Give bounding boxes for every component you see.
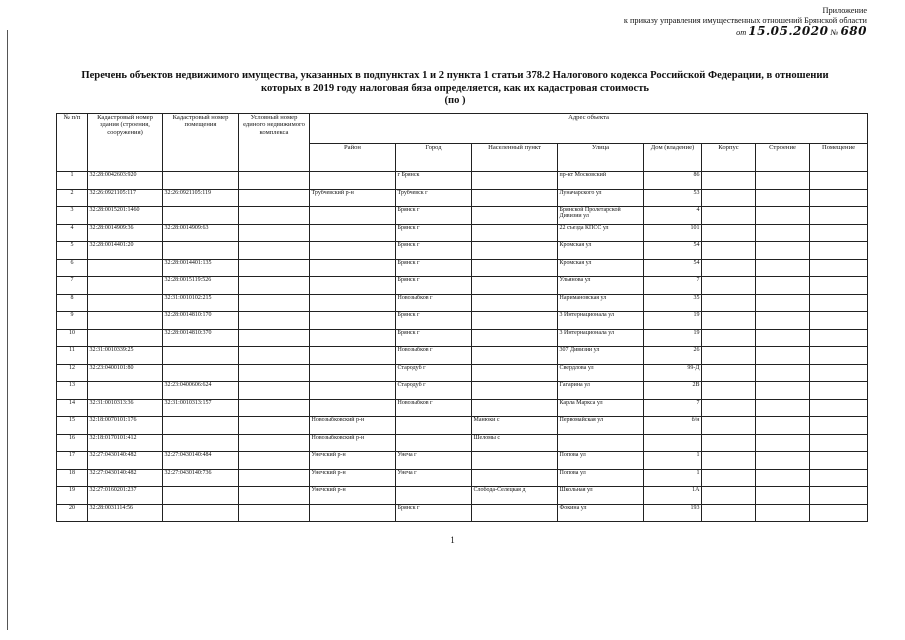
cell-city: Брянск г bbox=[396, 224, 472, 242]
cell-cad-building: 32:28:0014909:36 bbox=[88, 224, 163, 242]
cell-cond-num bbox=[239, 504, 310, 522]
cell-district bbox=[310, 259, 396, 277]
cell-district bbox=[310, 399, 396, 417]
cell-cad-building: 32:31:0010313:36 bbox=[88, 399, 163, 417]
cell-cad-building bbox=[88, 382, 163, 400]
cell-street: Попова ул bbox=[558, 469, 644, 487]
cell-stroenie bbox=[756, 312, 810, 330]
cell-cond-num bbox=[239, 434, 310, 452]
cell-street: Фокина ул bbox=[558, 504, 644, 522]
table-row bbox=[57, 382, 868, 400]
cell-street: Наримановская ул bbox=[558, 294, 644, 312]
cell-room bbox=[810, 347, 868, 365]
cell-city: Новозыбков г bbox=[396, 294, 472, 312]
property-register-table bbox=[56, 113, 868, 522]
cell-district bbox=[310, 504, 396, 522]
cell-street: 3 Интернационала ул bbox=[558, 312, 644, 330]
cell-district bbox=[310, 172, 396, 190]
cell-street: Попова ул bbox=[558, 452, 644, 470]
header-cad-building: Кадастровый номер здания (строения, сооружения) bbox=[88, 114, 163, 172]
cell-cad-building: 32:31:0010339:25 bbox=[88, 347, 163, 365]
cell-num: 20 bbox=[57, 504, 88, 522]
cell-city: Унеча г bbox=[396, 452, 472, 470]
cell-korpus bbox=[702, 242, 756, 260]
cell-stroenie bbox=[756, 329, 810, 347]
cell-room bbox=[810, 504, 868, 522]
cell-korpus bbox=[702, 277, 756, 295]
cell-room bbox=[810, 189, 868, 207]
cell-house: 86 bbox=[644, 172, 702, 190]
cell-stroenie bbox=[756, 434, 810, 452]
cell-num: 11 bbox=[57, 347, 88, 365]
cell-cond-num bbox=[239, 452, 310, 470]
cell-cad-room: 32:31:0010313:157 bbox=[163, 399, 239, 417]
cell-stroenie bbox=[756, 172, 810, 190]
cell-cad-room: 32:28:0014401:135 bbox=[163, 259, 239, 277]
cell-cond-num bbox=[239, 189, 310, 207]
cell-stroenie bbox=[756, 469, 810, 487]
cell-cad-building: 32:18:0070101:176 bbox=[88, 417, 163, 435]
cell-city: Брянск г bbox=[396, 242, 472, 260]
cell-cond-num bbox=[239, 242, 310, 260]
cell-stroenie bbox=[756, 347, 810, 365]
title-line-1: Перечень объектов недвижимого имущества, указанных в подпунктах 1 и 2 пункта 1 статьи 378.2 Налогового кодекса Российской Федерации, в отношении bbox=[81, 70, 829, 81]
cell-cad-room: 32:28:0014810:170 bbox=[163, 312, 239, 330]
cell-cad-room: 32:26:0921105:119 bbox=[163, 189, 239, 207]
cell-room bbox=[810, 294, 868, 312]
cell-cad-room bbox=[163, 207, 239, 225]
header-room: Помещение bbox=[810, 144, 868, 172]
cell-stroenie bbox=[756, 207, 810, 225]
cell-cond-num bbox=[239, 259, 310, 277]
table-row bbox=[57, 469, 868, 487]
cell-street: 307 Дивизии ул bbox=[558, 347, 644, 365]
cell-num: 15 bbox=[57, 417, 88, 435]
cell-room bbox=[810, 399, 868, 417]
cell-district: Унечский р-н bbox=[310, 469, 396, 487]
cell-street: Кромская ул bbox=[558, 242, 644, 260]
cell-cond-num bbox=[239, 347, 310, 365]
cell-district bbox=[310, 312, 396, 330]
cell-stroenie bbox=[756, 189, 810, 207]
cell-house: 7 bbox=[644, 277, 702, 295]
cell-num: 19 bbox=[57, 487, 88, 505]
cell-num: 8 bbox=[57, 294, 88, 312]
cell-cad-building: 32:18:0170101:412 bbox=[88, 434, 163, 452]
table-row bbox=[57, 189, 868, 207]
cell-korpus bbox=[702, 452, 756, 470]
cell-room bbox=[810, 207, 868, 225]
table-row bbox=[57, 329, 868, 347]
cell-district bbox=[310, 224, 396, 242]
title-line-2: которых в 2019 году налоговая бяза определяется, как их кадастровая стоимость bbox=[260, 82, 649, 94]
cell-cond-num bbox=[239, 294, 310, 312]
header-cond-num: Условный номер единого недвижимого комплекса bbox=[239, 114, 310, 172]
cell-house: 99-Д bbox=[644, 364, 702, 382]
appendix-label: Приложение bbox=[822, 6, 867, 15]
cell-cad-building bbox=[88, 312, 163, 330]
cell-room bbox=[810, 242, 868, 260]
cell-cad-room bbox=[163, 347, 239, 365]
cell-street: Свердлова ул bbox=[558, 364, 644, 382]
cell-locality bbox=[472, 399, 558, 417]
cell-house: 1А bbox=[644, 487, 702, 505]
cell-cad-building bbox=[88, 277, 163, 295]
cell-stroenie bbox=[756, 364, 810, 382]
cell-city bbox=[396, 434, 472, 452]
cell-room bbox=[810, 329, 868, 347]
cell-street: Брянской Пролетарской Дивизии ул bbox=[558, 207, 644, 225]
cell-korpus bbox=[702, 382, 756, 400]
cell-korpus bbox=[702, 224, 756, 242]
cell-cond-num bbox=[239, 172, 310, 190]
table-row bbox=[57, 399, 868, 417]
cell-district bbox=[310, 242, 396, 260]
table-row bbox=[57, 434, 868, 452]
cell-house: 54 bbox=[644, 242, 702, 260]
cell-district bbox=[310, 277, 396, 295]
cell-locality bbox=[472, 294, 558, 312]
cell-city: Брянск г bbox=[396, 259, 472, 277]
cell-cad-building: 32:28:0014401:20 bbox=[88, 242, 163, 260]
cell-num: 14 bbox=[57, 399, 88, 417]
cell-city bbox=[396, 487, 472, 505]
cell-street: Луначарского ул bbox=[558, 189, 644, 207]
cell-locality bbox=[472, 504, 558, 522]
cell-locality bbox=[472, 207, 558, 225]
cell-cond-num bbox=[239, 364, 310, 382]
cell-cond-num bbox=[239, 312, 310, 330]
cell-korpus bbox=[702, 347, 756, 365]
cell-city: Трубчевск г bbox=[396, 189, 472, 207]
table-row bbox=[57, 487, 868, 505]
cell-cad-building: 32:26:0921105:117 bbox=[88, 189, 163, 207]
cell-city: Новозыбков г bbox=[396, 347, 472, 365]
cell-cad-room: 32:28:0014909:63 bbox=[163, 224, 239, 242]
cell-num: 13 bbox=[57, 382, 88, 400]
header-stroenie: Строение bbox=[756, 144, 810, 172]
cell-num: 17 bbox=[57, 452, 88, 470]
header-num: № п/п bbox=[57, 114, 88, 172]
order-reference: к приказу управления имущественных отношений Брянской области bbox=[623, 16, 867, 26]
cell-cond-num bbox=[239, 469, 310, 487]
cell-stroenie bbox=[756, 452, 810, 470]
cell-district bbox=[310, 347, 396, 365]
cell-cad-building bbox=[88, 329, 163, 347]
cell-district: Трубчевский р-н bbox=[310, 189, 396, 207]
cell-room bbox=[810, 434, 868, 452]
cell-locality bbox=[472, 224, 558, 242]
cell-korpus bbox=[702, 294, 756, 312]
cell-korpus bbox=[702, 417, 756, 435]
cell-cond-num bbox=[239, 329, 310, 347]
cell-city: Брянск г bbox=[396, 277, 472, 295]
cell-city: Стародуб г bbox=[396, 382, 472, 400]
cell-house: 1 bbox=[644, 469, 702, 487]
document-title bbox=[30, 70, 880, 108]
cell-cad-building: 32:28:0042603:920 bbox=[88, 172, 163, 190]
cell-street: пр-кт Московский bbox=[558, 172, 644, 190]
cell-cond-num bbox=[239, 487, 310, 505]
cell-korpus bbox=[702, 434, 756, 452]
header-district: Район bbox=[310, 144, 396, 172]
cell-house: 35 bbox=[644, 294, 702, 312]
table-row bbox=[57, 312, 868, 330]
cell-locality bbox=[472, 189, 558, 207]
cell-cond-num bbox=[239, 207, 310, 225]
cell-street: 3 Интернационала ул bbox=[558, 329, 644, 347]
header-house: Дом (владение) bbox=[644, 144, 702, 172]
cell-street: Первомайская ул bbox=[558, 417, 644, 435]
cell-house: 101 bbox=[644, 224, 702, 242]
cell-korpus bbox=[702, 189, 756, 207]
cell-district: Новозыбковский р-н bbox=[310, 417, 396, 435]
cell-cond-num bbox=[239, 417, 310, 435]
cell-num: 2 bbox=[57, 189, 88, 207]
cell-stroenie bbox=[756, 399, 810, 417]
cell-korpus bbox=[702, 207, 756, 225]
cell-cad-building: 32:27:0430140:482 bbox=[88, 469, 163, 487]
cell-room bbox=[810, 469, 868, 487]
cell-city: Брянск г bbox=[396, 504, 472, 522]
cell-num: 9 bbox=[57, 312, 88, 330]
number-prefix: № bbox=[830, 28, 839, 38]
table-body bbox=[57, 172, 868, 522]
date-prefix: от bbox=[736, 28, 747, 38]
cell-city: Унеча г bbox=[396, 469, 472, 487]
cell-street: Школьная ул bbox=[558, 487, 644, 505]
cell-house: 54 bbox=[644, 259, 702, 277]
table-row bbox=[57, 242, 868, 260]
cell-num: 4 bbox=[57, 224, 88, 242]
cell-locality: Слобода-Селецкая д bbox=[472, 487, 558, 505]
cell-street: 22 съезда КПСС ул bbox=[558, 224, 644, 242]
cell-cad-building: 32:27:0430140:482 bbox=[88, 452, 163, 470]
cell-locality bbox=[472, 172, 558, 190]
table-row bbox=[57, 224, 868, 242]
cell-num: 1 bbox=[57, 172, 88, 190]
cell-cad-building bbox=[88, 294, 163, 312]
cell-city bbox=[396, 417, 472, 435]
cell-num: 10 bbox=[57, 329, 88, 347]
cell-locality bbox=[472, 382, 558, 400]
appendix-header bbox=[624, 6, 867, 39]
cell-num: 3 bbox=[57, 207, 88, 225]
header-street: Улица bbox=[558, 144, 644, 172]
cell-house: 53 bbox=[644, 189, 702, 207]
cell-locality bbox=[472, 312, 558, 330]
cell-cad-room bbox=[163, 364, 239, 382]
cell-locality bbox=[472, 277, 558, 295]
cell-district bbox=[310, 382, 396, 400]
table-row bbox=[57, 417, 868, 435]
table-row bbox=[57, 207, 868, 225]
cell-district bbox=[310, 329, 396, 347]
cell-locality: Манюки с bbox=[472, 417, 558, 435]
cell-city: г Брянск bbox=[396, 172, 472, 190]
cell-cad-room bbox=[163, 172, 239, 190]
cell-stroenie bbox=[756, 259, 810, 277]
cell-cad-room bbox=[163, 487, 239, 505]
table-row bbox=[57, 364, 868, 382]
cell-num: 6 bbox=[57, 259, 88, 277]
cell-num: 12 bbox=[57, 364, 88, 382]
header-city: Город bbox=[396, 144, 472, 172]
cell-korpus bbox=[702, 504, 756, 522]
cell-house: 193 bbox=[644, 504, 702, 522]
cell-street: Ульянова ул bbox=[558, 277, 644, 295]
cell-locality bbox=[472, 452, 558, 470]
cell-stroenie bbox=[756, 487, 810, 505]
handwritten-date: 15.05.2020 bbox=[748, 24, 829, 39]
cell-cad-room: 32:27:0430140:484 bbox=[163, 452, 239, 470]
cell-cad-room bbox=[163, 434, 239, 452]
cell-cad-building: 32:27:0160201:237 bbox=[88, 487, 163, 505]
cell-stroenie bbox=[756, 382, 810, 400]
cell-stroenie bbox=[756, 242, 810, 260]
table-row bbox=[57, 347, 868, 365]
cell-cond-num bbox=[239, 224, 310, 242]
cell-stroenie bbox=[756, 504, 810, 522]
cell-stroenie bbox=[756, 294, 810, 312]
table-row bbox=[57, 294, 868, 312]
cell-cad-room: 32:28:0015119:526 bbox=[163, 277, 239, 295]
cell-korpus bbox=[702, 364, 756, 382]
cell-korpus bbox=[702, 399, 756, 417]
cell-cond-num bbox=[239, 382, 310, 400]
cell-locality: Шеломы с bbox=[472, 434, 558, 452]
header-cad-room: Кадастровый номер помещения bbox=[163, 114, 239, 172]
cell-cad-room bbox=[163, 504, 239, 522]
cell-house: 2В bbox=[644, 382, 702, 400]
cell-room bbox=[810, 452, 868, 470]
table-row bbox=[57, 504, 868, 522]
cell-stroenie bbox=[756, 224, 810, 242]
header-address: Адрес объекта bbox=[310, 114, 868, 144]
cell-korpus bbox=[702, 259, 756, 277]
cell-house: 19 bbox=[644, 312, 702, 330]
cell-num: 18 bbox=[57, 469, 88, 487]
cell-room bbox=[810, 487, 868, 505]
cell-house bbox=[644, 434, 702, 452]
cell-house: 7 bbox=[644, 399, 702, 417]
order-date-line bbox=[624, 26, 867, 38]
cell-district bbox=[310, 364, 396, 382]
cell-cad-room bbox=[163, 417, 239, 435]
cell-street bbox=[558, 434, 644, 452]
cell-room bbox=[810, 224, 868, 242]
table-row bbox=[57, 259, 868, 277]
handwritten-number: 680 bbox=[840, 24, 867, 39]
cell-cad-room: 32:23:0400606:624 bbox=[163, 382, 239, 400]
cell-house: 26 bbox=[644, 347, 702, 365]
cell-street: Кромская ул bbox=[558, 259, 644, 277]
cell-num: 16 bbox=[57, 434, 88, 452]
table-row bbox=[57, 277, 868, 295]
cell-district: Унечский р-н bbox=[310, 452, 396, 470]
cell-room bbox=[810, 277, 868, 295]
cell-city: Брянск г bbox=[396, 207, 472, 225]
cell-cad-building bbox=[88, 259, 163, 277]
cell-locality bbox=[472, 364, 558, 382]
cell-stroenie bbox=[756, 277, 810, 295]
cell-cad-room: 32:27:0430140:736 bbox=[163, 469, 239, 487]
cell-room bbox=[810, 312, 868, 330]
cell-num: 7 bbox=[57, 277, 88, 295]
cell-street: Гагарина ул bbox=[558, 382, 644, 400]
cell-cond-num bbox=[239, 399, 310, 417]
cell-city: Стародуб г bbox=[396, 364, 472, 382]
cell-room bbox=[810, 259, 868, 277]
cell-district: Унечский р-н bbox=[310, 487, 396, 505]
table-header bbox=[57, 114, 868, 172]
cell-city: Брянск г bbox=[396, 329, 472, 347]
title-line-3: (по ) bbox=[444, 95, 466, 106]
cell-district: Новозыбковский р-н bbox=[310, 434, 396, 452]
cell-room bbox=[810, 417, 868, 435]
cell-cond-num bbox=[239, 277, 310, 295]
cell-locality bbox=[472, 347, 558, 365]
cell-house: 19 bbox=[644, 329, 702, 347]
cell-street: Карла Маркса ул bbox=[558, 399, 644, 417]
cell-city: Новозыбков г bbox=[396, 399, 472, 417]
header-korpus: Корпус bbox=[702, 144, 756, 172]
cell-room bbox=[810, 364, 868, 382]
cell-korpus bbox=[702, 172, 756, 190]
cell-district bbox=[310, 294, 396, 312]
cell-stroenie bbox=[756, 417, 810, 435]
cell-korpus bbox=[702, 329, 756, 347]
cell-locality bbox=[472, 242, 558, 260]
cell-locality bbox=[472, 469, 558, 487]
cell-cad-building: 32:28:0015201:1460 bbox=[88, 207, 163, 225]
page-number: 1 bbox=[450, 535, 455, 545]
cell-korpus bbox=[702, 312, 756, 330]
cell-house: б/н bbox=[644, 417, 702, 435]
cell-korpus bbox=[702, 487, 756, 505]
cell-room bbox=[810, 382, 868, 400]
cell-district bbox=[310, 207, 396, 225]
cell-house: 4 bbox=[644, 207, 702, 225]
cell-cad-building: 32:28:0031114:56 bbox=[88, 504, 163, 522]
cell-cad-room: 32:31:0010102:215 bbox=[163, 294, 239, 312]
cell-locality bbox=[472, 329, 558, 347]
cell-room bbox=[810, 172, 868, 190]
cell-cad-room: 32:28:0014810:370 bbox=[163, 329, 239, 347]
cell-house: 1 bbox=[644, 452, 702, 470]
cell-locality bbox=[472, 259, 558, 277]
cell-city: Брянск г bbox=[396, 312, 472, 330]
table-row bbox=[57, 452, 868, 470]
cell-korpus bbox=[702, 469, 756, 487]
cell-cad-room bbox=[163, 242, 239, 260]
header-locality: Населенный пункт bbox=[472, 144, 558, 172]
cell-cad-building: 32:23:0400101:80 bbox=[88, 364, 163, 382]
cell-num: 5 bbox=[57, 242, 88, 260]
table-row bbox=[57, 172, 868, 190]
